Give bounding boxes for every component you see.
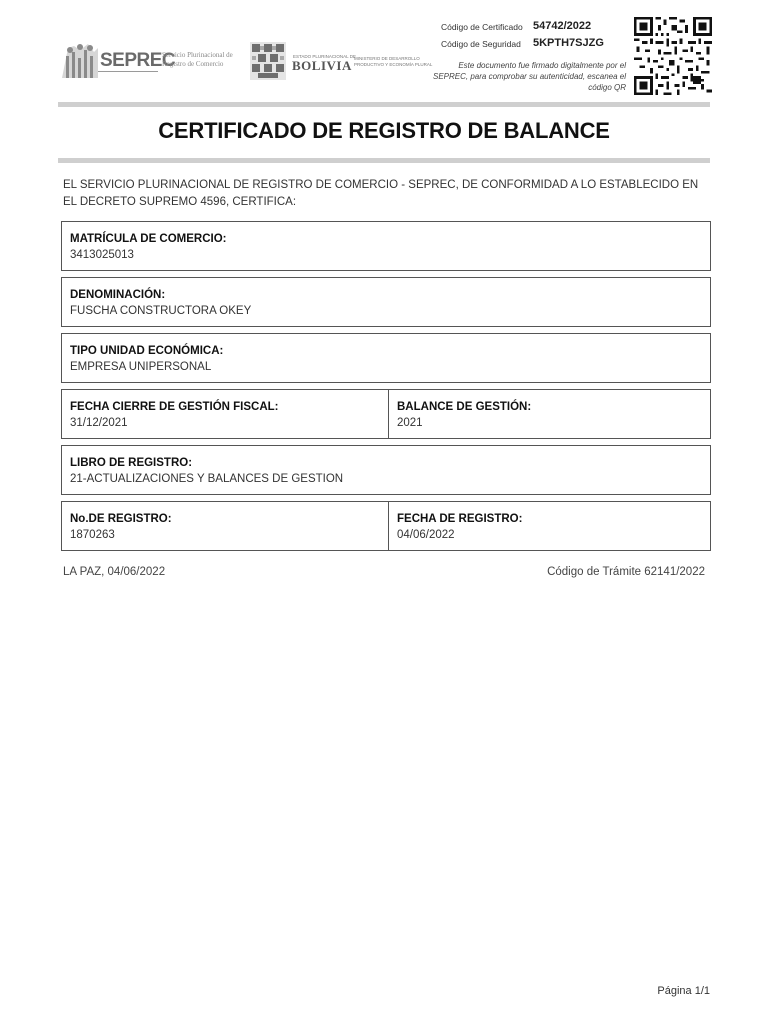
bolivia-state-text: ESTADO PLURINACIONAL DE (293, 54, 357, 59)
field-value: 3413025013 (70, 249, 134, 261)
field-value: 2021 (397, 417, 423, 429)
field-matricula-cell (62, 222, 710, 270)
field-value: 21-ACTUALIZACIONES Y BALANCES DE GESTION (70, 473, 344, 485)
field-label: FECHA CIERRE DE GESTIÓN FISCAL: (70, 401, 279, 413)
qr-code[interactable] (634, 17, 712, 95)
field-label: DENOMINACIÓN: (70, 289, 166, 301)
field-fecha-registro (388, 502, 710, 550)
field-value: EMPRESA UNIPERSONAL (70, 361, 212, 373)
cert-code-value: 54742/2022 (533, 20, 592, 32)
bolivia-emblem (248, 40, 288, 82)
title-divider (58, 158, 710, 163)
tramite-code: Código de Trámite 62141/2022 (547, 566, 705, 578)
field-matricula (61, 221, 711, 271)
cert-code-label: Código de Certificado (441, 22, 523, 32)
field-label: FECHA DE REGISTRO: (397, 513, 523, 525)
security-code-label: Código de Seguridad (441, 39, 521, 49)
field-libro-registro-cell (62, 446, 710, 494)
intro-paragraph: EL SERVICIO PLURINACIONAL DE REGISTRO DE COMERCIO - SEPREC, DE CONFORMIDAD A LO ESTABLECIDO EN EL DECRETO SUPREMO 4596, CERTIFICA: (63, 179, 699, 208)
field-balance-gestion (388, 390, 710, 438)
security-code-value: 5KPTH7SJZG (533, 37, 604, 49)
field-label: BALANCE DE GESTIÓN: (397, 401, 532, 413)
field-denominacion-cell (62, 278, 710, 326)
field-value: 04/06/2022 (397, 529, 455, 541)
field-label: TIPO UNIDAD ECONÓMICA: (70, 345, 224, 357)
document-title: CERTIFICADO DE REGISTRO DE BALANCE (158, 118, 610, 143)
header-divider (58, 102, 710, 107)
bolivia-logo-text: BOLIVIA (292, 58, 352, 73)
field-label: No.DE REGISTRO: (70, 513, 172, 525)
field-label: LIBRO DE REGISTRO: (70, 457, 193, 469)
field-denominacion (61, 277, 711, 327)
place-date: LA PAZ, 04/06/2022 (63, 566, 166, 578)
seprec-description: Servicio Plurinacional de Registro de Comercio (162, 51, 233, 68)
page-number: Página 1/1 (657, 985, 710, 997)
field-fecha-cierre (62, 390, 388, 438)
field-libro-registro (61, 445, 711, 495)
field-value: FUSCHA CONSTRUCTORA OKEY (70, 305, 252, 317)
field-tipo-unidad (61, 333, 711, 383)
field-value: 1870263 (70, 529, 115, 541)
field-tipo-unidad-cell (62, 334, 710, 382)
field-no-registro (62, 502, 388, 550)
field-label: MATRÍCULA DE COMERCIO: (70, 233, 227, 245)
field-row-registro (61, 501, 711, 551)
signature-note: Este documento fue firmado digitalmente por el SEPREC, para comprobar su autenticidad, escanea el código QR (433, 61, 626, 92)
seprec-logo-text: SEPREC (100, 50, 176, 71)
ministry-text: MINISTERIO DE DESARROLLO PRODUCTIVO Y ECONOMÍA PLURAL (354, 56, 433, 67)
field-row-gestion (61, 389, 711, 439)
field-value: 31/12/2021 (70, 417, 128, 429)
